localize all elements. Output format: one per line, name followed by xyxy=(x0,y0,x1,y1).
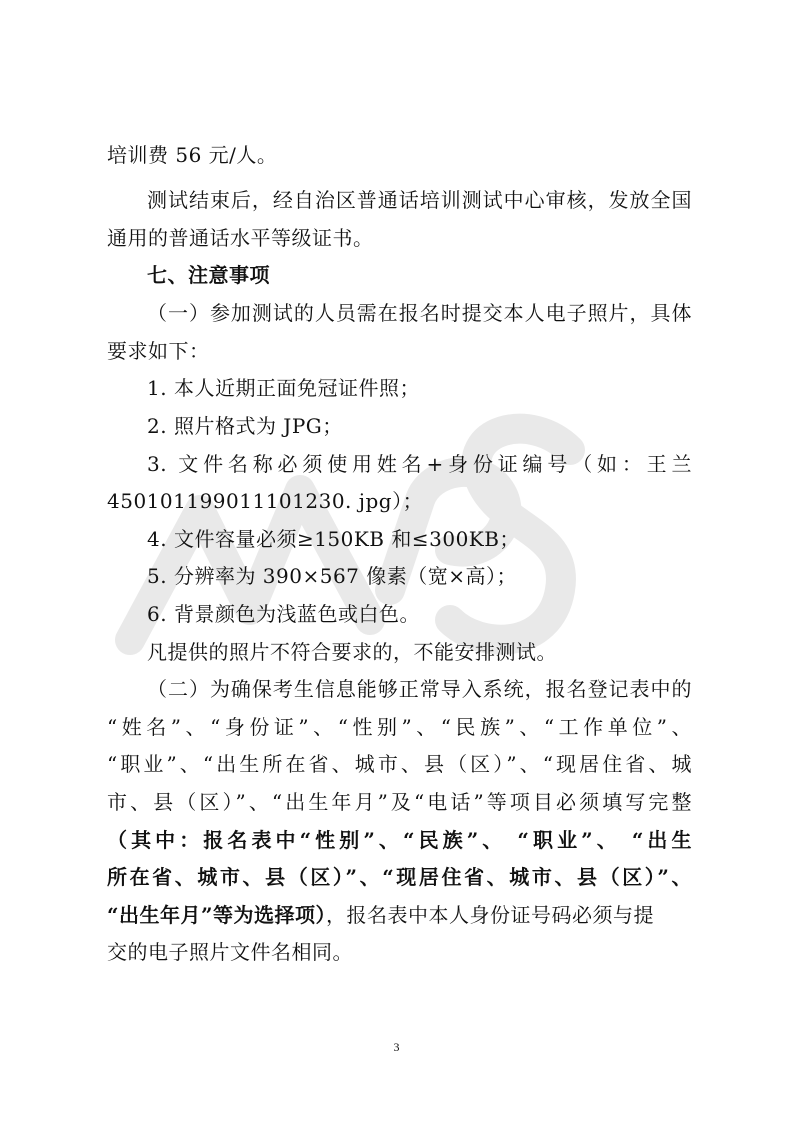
requirement-item-4: 4. 文件容量必须≥150KB 和≤300KB； xyxy=(147,527,520,551)
paragraph-registration-line8: 交的电子照片文件名相同。 xyxy=(107,940,353,964)
paragraph-registration-bold-line2: 所在省、城市、县（区）”、“现居住省、城市、县（区）”、 xyxy=(107,865,692,889)
paragraph-noncompliant-photo: 凡提供的照片不符合要求的，不能安排测试。 xyxy=(147,640,557,664)
paragraph-photo-intro-line2: 要求如下： xyxy=(107,339,210,363)
paragraph-registration-line2: “姓名”、“身份证”、“性别”、“民族”、“工作单位”、 xyxy=(107,715,692,739)
paragraph-registration-line4: 市、县（区）”、“出生年月”及“电话”等项目必须填写完整 xyxy=(107,790,692,814)
id-number-requirement: ，报名表中本人身份证号码必须与提 xyxy=(326,903,655,927)
selection-items-note: “出生年月”等为选择项） xyxy=(107,903,327,927)
requirement-item-2: 2. 照片格式为 JPG； xyxy=(147,414,343,438)
section-heading-notes: 七、注意事项 xyxy=(147,263,270,287)
page-number: 3 xyxy=(393,1040,400,1054)
requirement-item-3-line2: 450101199011101230. jpg）； xyxy=(107,489,424,513)
paragraph-registration-line3: “职业”、“出生所在省、城市、县（区）”、“现居住省、城 xyxy=(107,752,692,776)
paragraph-registration-line7 xyxy=(107,900,692,930)
requirement-item-1: 1. 本人近期正面免冠证件照； xyxy=(147,376,420,400)
watermark-text: WPS xyxy=(100,375,139,394)
paragraph-registration-line1: （二）为确保考生信息能够正常导入系统，报名登记表中的 xyxy=(147,677,692,701)
paragraph-registration-bold-line1: （其中：报名表中“性别”、“民族”、 “职业”、 “出生 xyxy=(107,828,692,852)
requirement-item-3-line1: 3. 文件名称必须使用姓名+身份证编号（如：王兰 xyxy=(147,452,692,476)
paragraph-training-fee: 培训费 56 元/人。 xyxy=(107,143,278,167)
requirement-item-6: 6. 背景颜色为浅蓝色或白色。 xyxy=(147,602,420,626)
paragraph-photo-intro-line1: （一）参加测试的人员需在报名时提交本人电子照片，具体 xyxy=(147,301,692,325)
paragraph-certificate-line1: 测试结束后，经自治区普通话培训测试中心审核，发放全国 xyxy=(147,188,692,212)
paragraph-certificate-line2: 通用的普通话水平等级证书。 xyxy=(107,226,374,250)
requirement-item-5: 5. 分辨率为 390×567 像素（宽×高）； xyxy=(147,564,518,588)
